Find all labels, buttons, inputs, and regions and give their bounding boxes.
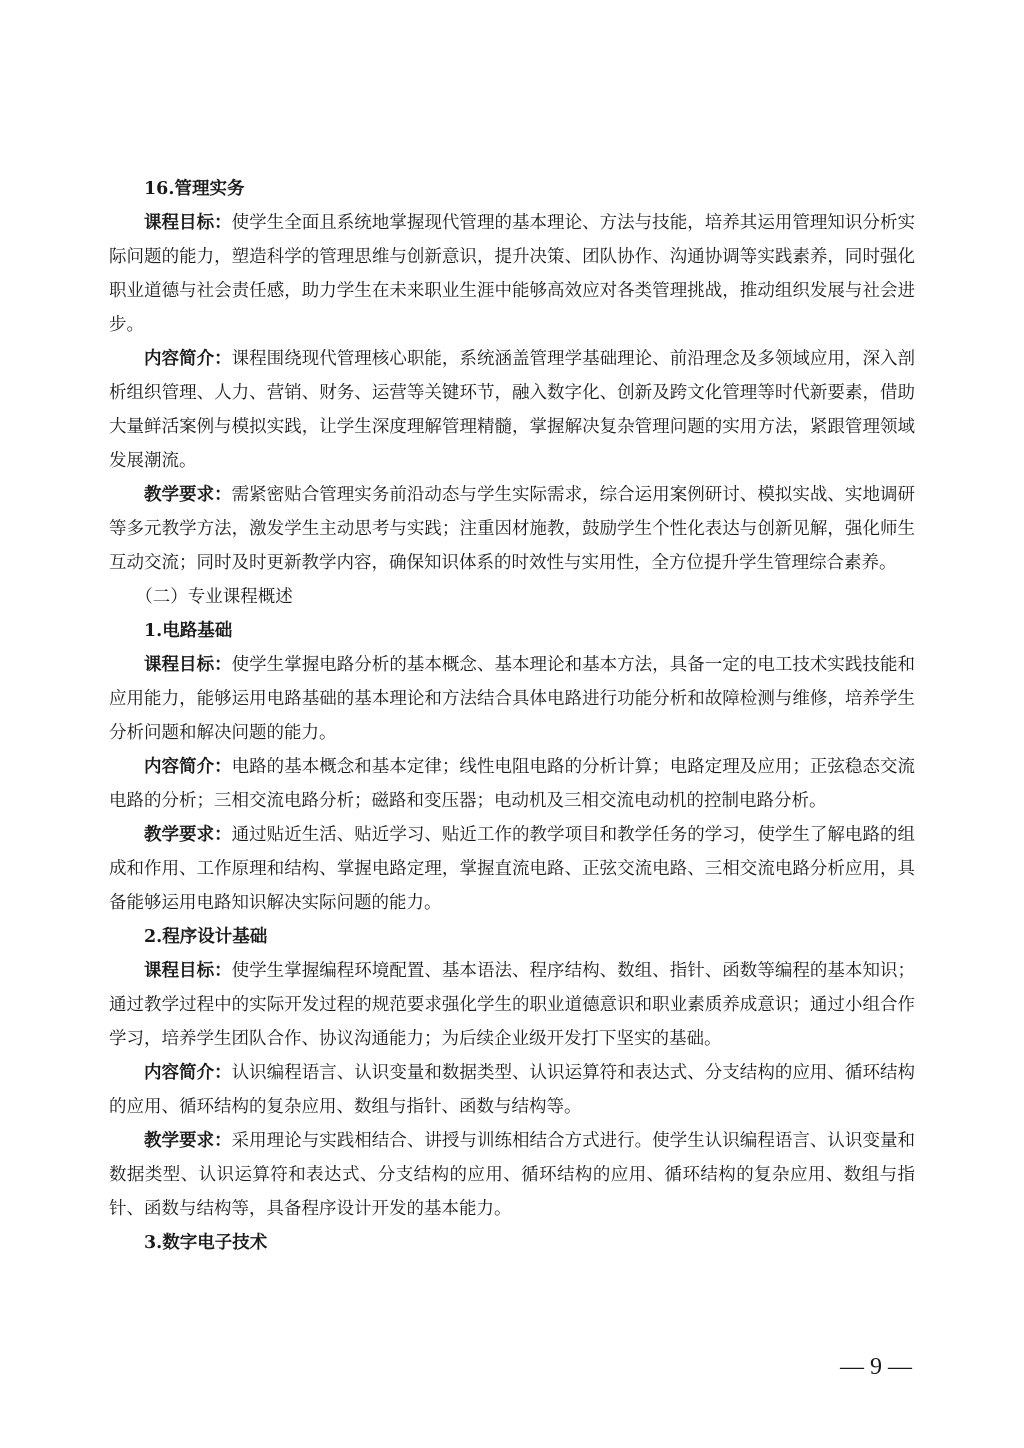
paragraph-text: 通过贴近生活、贴近学习、贴近工作的教学项目和教学任务的学习，使学生了解电路的组成和作用、工作原理和结构、掌握电路定理，掌握直流电路、正弦交流电路、三相交流电路分析应用，具备能够运用电路知识解决实际问题的能力。: [109, 825, 916, 913]
paragraph-label: 内容简介：: [144, 349, 232, 369]
paragraph-label: 课程目标：: [144, 961, 232, 981]
section-heading-programming-basics: 2.程序设计基础: [144, 927, 268, 947]
paragraph-text: 使学生全面且系统地掌握现代管理的基本理论、方法与技能，培养其运用管理知识分析实际问题的能力，塑造科学的管理思维与创新意识，提升决策、团队协作、沟通协调等实践素养，同时强化职业道德与社会责任感，助力学生在未来职业生涯中能够高效应对各类管理挑战，推动组织发展与社会进步。: [109, 213, 916, 335]
paragraph-content-intro: [109, 750, 915, 818]
section-heading-professional-courses: （二）专业课程概述: [135, 587, 293, 607]
paragraph-label: 内容简介：: [144, 757, 232, 777]
paragraph-text: 需紧密贴合管理实务前沿动态与学生实际需求，综合运用案例研讨、模拟实战、实地调研等多元教学方法，激发学生主动思考与实践；注重因材施教，鼓励学生个性化表达与创新见解，强化师生互动交流；同时及时更新教学内容，确保知识体系的时效性与实用性，全方位提升学生管理综合素养。: [109, 485, 916, 573]
paragraph-label: 教学要求：: [144, 485, 232, 505]
section-heading-digital-electronics: 3.数字电子技术: [144, 1233, 268, 1253]
paragraph-text: 认识编程语言、认识变量和数据类型、认识运算符和表达式、分支结构的应用、循环结构的应用、循环结构的复杂应用、数组与指针、函数与结构等。: [109, 1063, 916, 1117]
paragraph-text: 使学生掌握电路分析的基本概念、基本理论和基本方法，具备一定的电工技术实践技能和应用能力，能够运用电路基础的基本理论和方法结合具体电路进行功能分析和故障检测与维修，培养学生分析问题和解决问题的能力。: [109, 655, 916, 743]
paragraph-text: 使学生掌握编程环境配置、基本语法、程序结构、数组、指针、函数等编程的基本知识；通过教学过程中的实际开发过程的规范要求强化学生的职业道德意识和职业素质养成意识；通过小组合作学习，培养学生团队合作、协议沟通能力；为后续企业级开发打下坚实的基础。: [109, 961, 916, 1049]
page-number: — 9 —: [840, 1354, 912, 1380]
paragraph-content-intro: [109, 342, 915, 478]
paragraph-course-goal: [109, 648, 915, 750]
section-heading-circuit-basics: 1.电路基础: [144, 621, 233, 641]
paragraph-content-intro: [109, 1056, 915, 1124]
paragraph-label: 内容简介：: [144, 1063, 232, 1083]
paragraph-label: 教学要求：: [144, 825, 232, 845]
paragraph-course-goal: [109, 954, 915, 1056]
paragraph-text: 电路的基本概念和基本定律；线性电阻电路的分析计算；电路定理及应用；正弦稳态交流电路的分析；三相交流电路分析；磁路和变压器；电动机及三相交流电动机的控制电路分析。: [109, 757, 916, 811]
paragraph-course-goal: [109, 206, 915, 342]
page-content: [109, 172, 915, 1260]
paragraph-text: 课程围绕现代管理核心职能，系统涵盖管理学基础理论、前沿理念及多领域应用，深入剖析组织管理、人力、营销、财务、运营等关键环节，融入数字化、创新及跨文化管理等时代新要素，借助大量鲜活案例与模拟实践，让学生深度理解管理精髓，掌握解决复杂管理问题的实用方法，紧跟管理领域发展潮流。: [109, 349, 916, 471]
paragraph-teaching-requirements: [109, 1124, 915, 1226]
paragraph-text: 采用理论与实践相结合、讲授与训练相结合方式进行。使学生认识编程语言、认识变量和数据类型、认识运算符和表达式、分支结构的应用、循环结构的应用、循环结构的复杂应用、数组与指针、函数与结构等，具备程序设计开发的基本能力。: [109, 1131, 916, 1219]
paragraph-label: 教学要求：: [144, 1131, 232, 1151]
paragraph-label: 课程目标：: [144, 213, 232, 233]
paragraph-label: 课程目标：: [144, 655, 232, 675]
paragraph-teaching-requirements: [109, 478, 915, 580]
paragraph-teaching-requirements: [109, 818, 915, 920]
section-heading-management-practice: 16.管理实务: [144, 179, 245, 199]
